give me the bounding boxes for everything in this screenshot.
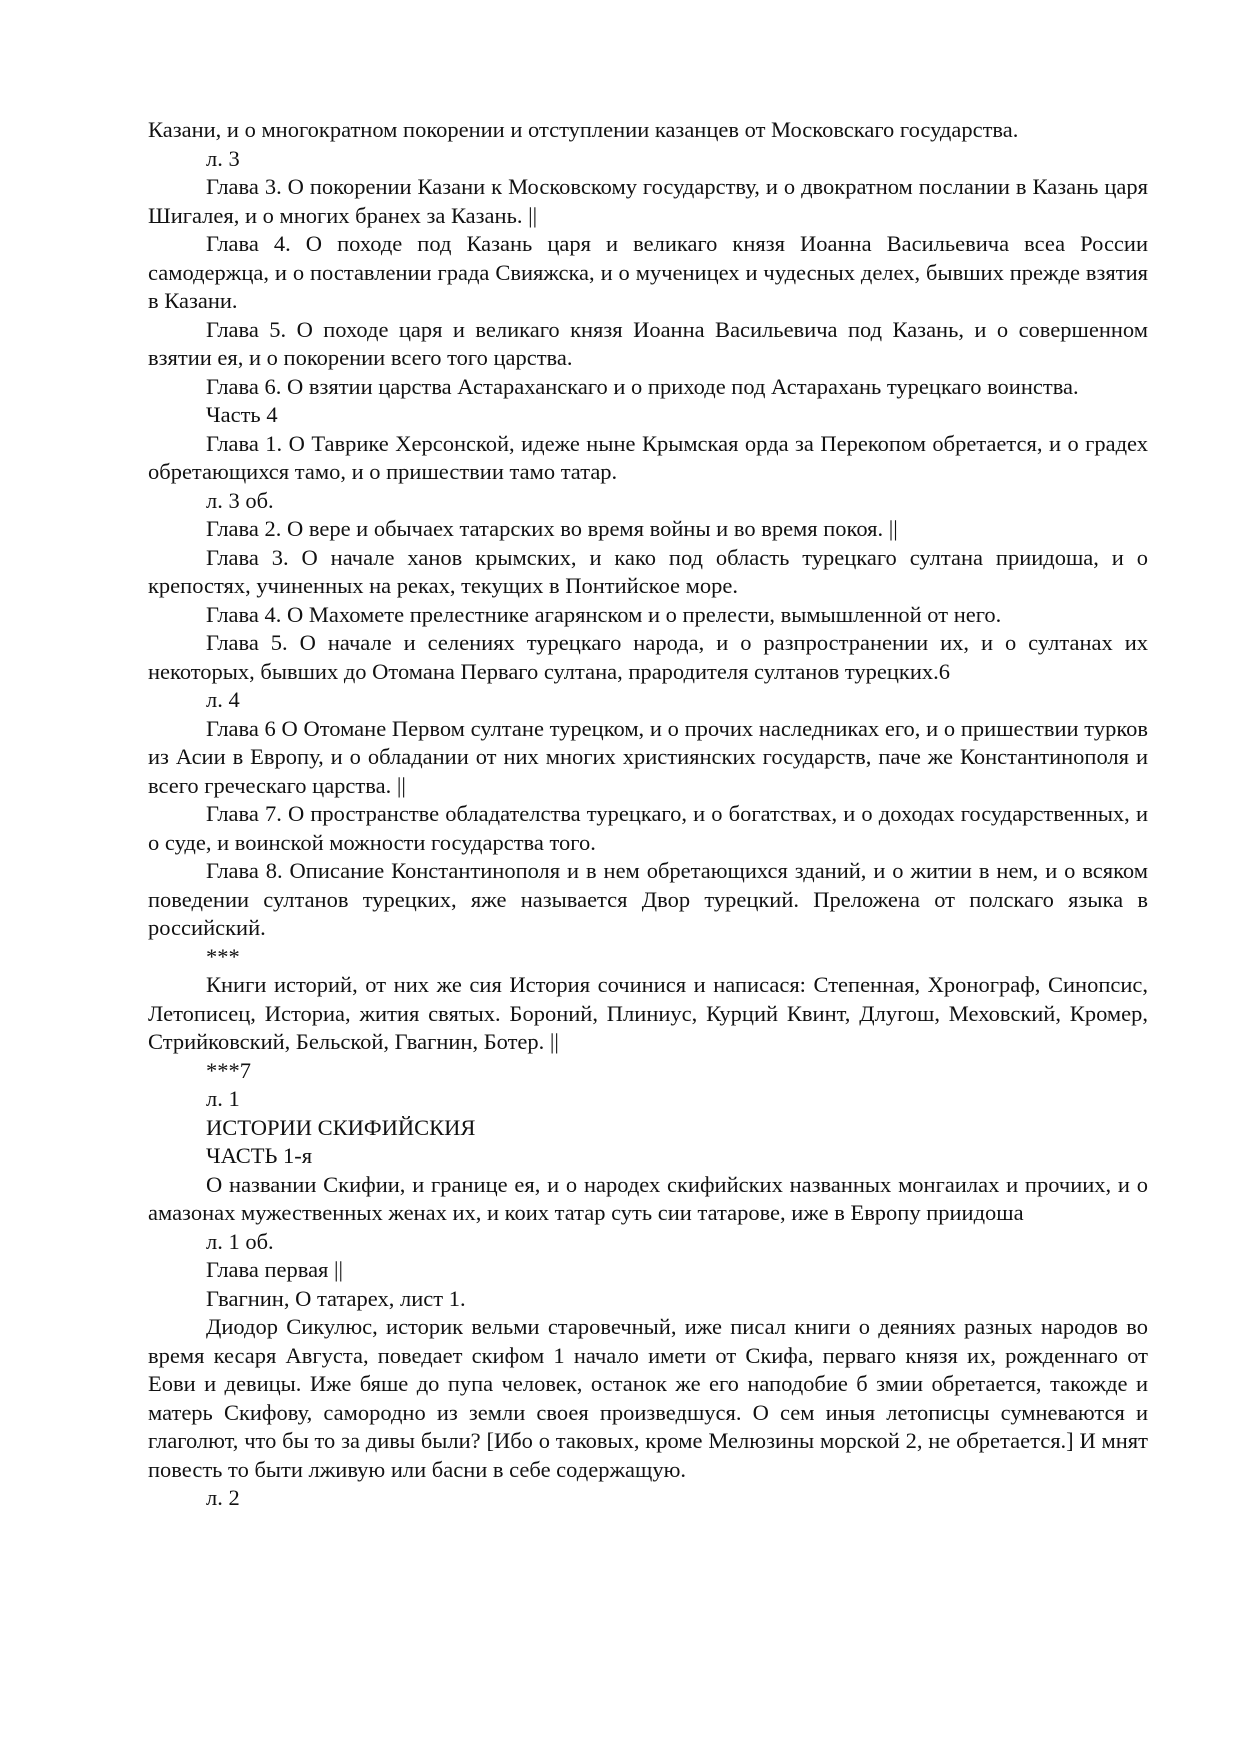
paragraph: Глава 6 О Отомане Первом султане турецком, и о прочих наследниках его, и о пришествии турков из Асии в Европу, и о обладании от них многих християнских государств, паче же Константинополя и всего греческаго царства. ||	[148, 715, 1148, 798]
folio-mark: л. 3	[206, 145, 240, 171]
paragraph: Глава 5. О начале и селениях турецкаго народа, и о разпространении их, и о султанах их некоторых, бывших до Отомана Перваго султана, прародителя султанов турецких.6	[148, 630, 1148, 684]
paragraph: Глава 4. О Махомете прелестнике агарянском и о прелести, вымышленной от него.	[206, 601, 1002, 627]
paragraph: Глава 2. О вере и обычаех татарских во время войны и во время покоя. ||	[206, 516, 898, 541]
separator-stars: ***	[206, 943, 240, 969]
paragraph: Казани, и о многократном покорении и отступлении казанцев от Московскаго государства.	[148, 117, 1019, 142]
folio-mark: л. 1	[206, 1086, 240, 1111]
paragraph: О названии Скифии, и границе ея, и о народех скифийских названных монгаилах и прочиих, и о амазонах мужественных женах их, и коих татар суть сии татарове, иже в Европу приидоша	[148, 1171, 1148, 1225]
paragraph: Диодор Сикулюс, историк вельми старовечный, иже писал книги о деяниях разных народов во время кесаря Августа, поведает скифом 1 начало имети от Скифа, перваго князя их, рожденнаго от Еови и девицы. Иже бяше до пупа человек, останок же его наподобие б змии обретается, такожде и матерь Скифову, самородно из земли своея произведшуся. О сем иныя летописцы сумневаются и глаголют, что бы то за дивы были? [Ибо о таковых, кроме Мелюзины морской 2, не обретается.] И мнят повесть то быти лживую или басни в себе содержащую.	[148, 1314, 1148, 1482]
folio-mark: л. 1 об.	[206, 1228, 274, 1254]
paragraph: Глава 8. Описание Константинополя и в нем обретающихся зданий, и о житии в нем, и о всяком поведении султанов турецких, яже называется Двор турецкий. Преложена от полскаго языка в российский.	[148, 858, 1148, 940]
paragraph: Глава 1. О Таврике Херсонской, идеже ныне Крымская орда за Перекопом обретается, и о градех обретающихся тамо, и о пришествии тамо татар.	[148, 430, 1148, 484]
separator-stars: ***7	[206, 1057, 251, 1083]
title-heading: ИСТОРИИ СКИФИЙСКИЯ	[206, 1114, 476, 1140]
paragraph: Глава 3. О начале ханов крымских, и како под область турецкаго султана приидоша, и о крепостях, учиненных на реках, текущих в Понтийское море.	[148, 544, 1148, 598]
paragraph: Книги историй, от них же сия История сочинися и написася: Степенная, Хронограф, Синопсис, Летописец, Историа, жития святых. Бороний, Плиниус, Курций Квинт, Длугош, Меховский, Кромер, Стрийковский, Бельской, Гвагнин, Ботер. ||	[148, 972, 1148, 1054]
paragraph: Глава 5. О походе царя и великаго князя Иоанна Васильевича под Казань, и о совершенном взятии ея, и о покорении всего того царства.	[148, 316, 1148, 370]
chapter-heading: Глава первая ||	[206, 1257, 344, 1282]
source-note: Гвагнин, О татарех, лист 1.	[206, 1285, 466, 1311]
section-heading: Часть 4	[206, 402, 278, 427]
paragraph: Глава 6. О взятии царства Астараханскаго и о приходе под Астарахань турецкаго воинства.	[206, 373, 1079, 399]
folio-mark: л. 4	[206, 687, 240, 712]
folio-mark: л. 3 об.	[206, 487, 274, 513]
paragraph: Глава 3. О покорении Казани к Московскому государству, и о двократном послании в Казань царя Шигалея, и о многих бранех за Казань. ||	[148, 174, 1148, 228]
paragraph: Глава 4. О походе под Казань царя и великаго князя Иоанна Васильевича всеа России самодержца, и о поставлении града Свияжска, и о мученицех и чудесных делех, бывших прежде взятия в Казани.	[148, 231, 1148, 313]
document-page	[148, 116, 1148, 1513]
paragraph: Глава 7. О пространстве обладателства турецкаго, и о богатствах, и о доходах государственных, и о суде, и воинской можности государства того.	[148, 801, 1148, 855]
folio-mark: л. 2	[206, 1485, 240, 1510]
part-heading: ЧАСТЬ 1-я	[206, 1143, 313, 1168]
